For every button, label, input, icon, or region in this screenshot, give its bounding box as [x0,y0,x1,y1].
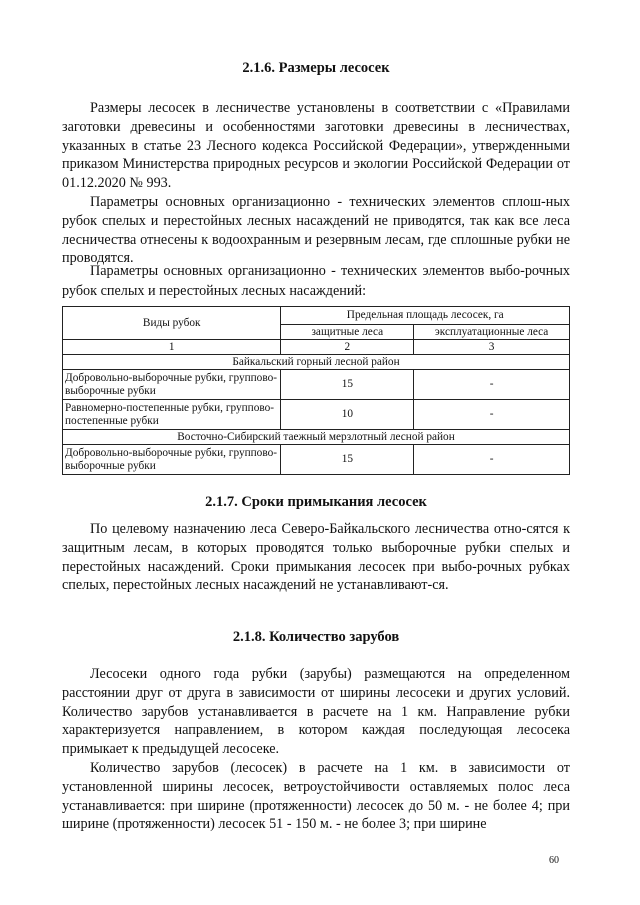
table-header-protective: защитные леса [281,325,414,340]
table-cell: - [414,370,570,400]
paragraph: Лесосеки одного года рубки (зарубы) размещаются на определенном расстоянии друг от друга в зависимости от ширины лесосеки и других условий. Количество зарубов устанавливается в расчете на 1 км. Направление рубки характеризуется направлением, в котором каждая последующая лесосека примыкает к предыдущей лесосеке. [62,666,570,758]
table-header-exploitation: эксплуатационные леса [414,325,570,340]
table-cell: 1 [63,340,281,355]
paragraph: По целевому назначению леса Северо-Байкальского лесничества отно-сятся к защитным лесам, в которых проводятся только выборочные рубки спелых и перестойных насаждений. Сроки примыкания лесосек при выбо-рочных рубках спелых, перестойных лесных насаждений не устанавливают-ся. [62,521,570,594]
paragraph: Параметры основных организационно - технических элементов сплош-ных рубок спелых и перестойных лесных насаждений не приводятся, так как все леса лесничества отнесены к водоохранным и резервным лесам, где сплошные рубки не проводятся. [62,193,570,267]
table-cell: 3 [414,340,570,355]
paragraph: Количество зарубов (лесосек) в расчете на 1 км. в зависимости от установленной ширины лесосек, ветроустойчивости оставляемых полос леса устанавливается: при ширине (протяженности) лесосек до 50 м. - не более 4; при ширине (протяженности) лесосек 51 - 150 м. - не более 3; при ширине [62,759,570,833]
table-cell: 15 [281,445,414,475]
section-216-title: 2.1.6. Размеры лесосек [242,60,390,76]
table-cell: Добровольно-выборочные рубки, группово-выборочные рубки [63,445,281,475]
paragraph: Размеры лесосек в лесничестве установлены в соответствии с «Правилами заготовки древесины и особенностями заготовки древесины в лесничествах, указанных в статье 23 Лесного кодекса Российской Федерации», утвержденными приказом Министерства природных ресурсов и экологии Российской Федерации от 01.12.2020 № 993. [62,100,570,192]
table-cell: 2 [281,340,414,355]
section-217-body [62,520,570,595]
section-216-body-2 [62,261,570,301]
page-number: 60 [549,855,559,866]
table-cell: - [414,445,570,475]
section-218-body [62,665,570,834]
table-header-type: Виды рубок [63,307,281,340]
section-218-title: 2.1.8. Количество зарубов [232,629,400,645]
table-cell: Добровольно-выборочные рубки, группово-выборочные рубки [63,370,281,400]
table-cell: 15 [281,370,414,400]
table-cell: - [414,400,570,430]
cutting-parameters-table [62,306,570,475]
table-cell: Равномерно-постепенные рубки, группово-постепенные рубки [63,400,281,430]
section-216-body [62,99,570,268]
table-region-row: Восточно-Сибирский таежный мерзлотный лесной район [63,430,570,445]
paragraph: Параметры основных организационно - технических элементов выбо-рочных рубок спелых и перестойных лесных насаждений: [62,263,570,299]
section-217-title: 2.1.7. Сроки примыкания лесосек [205,494,427,510]
table-cell: 10 [281,400,414,430]
table-header-area: Предельная площадь лесосек, га [281,307,570,325]
table-region-row: Байкальский горный лесной район [63,355,570,370]
document-page [62,0,570,905]
